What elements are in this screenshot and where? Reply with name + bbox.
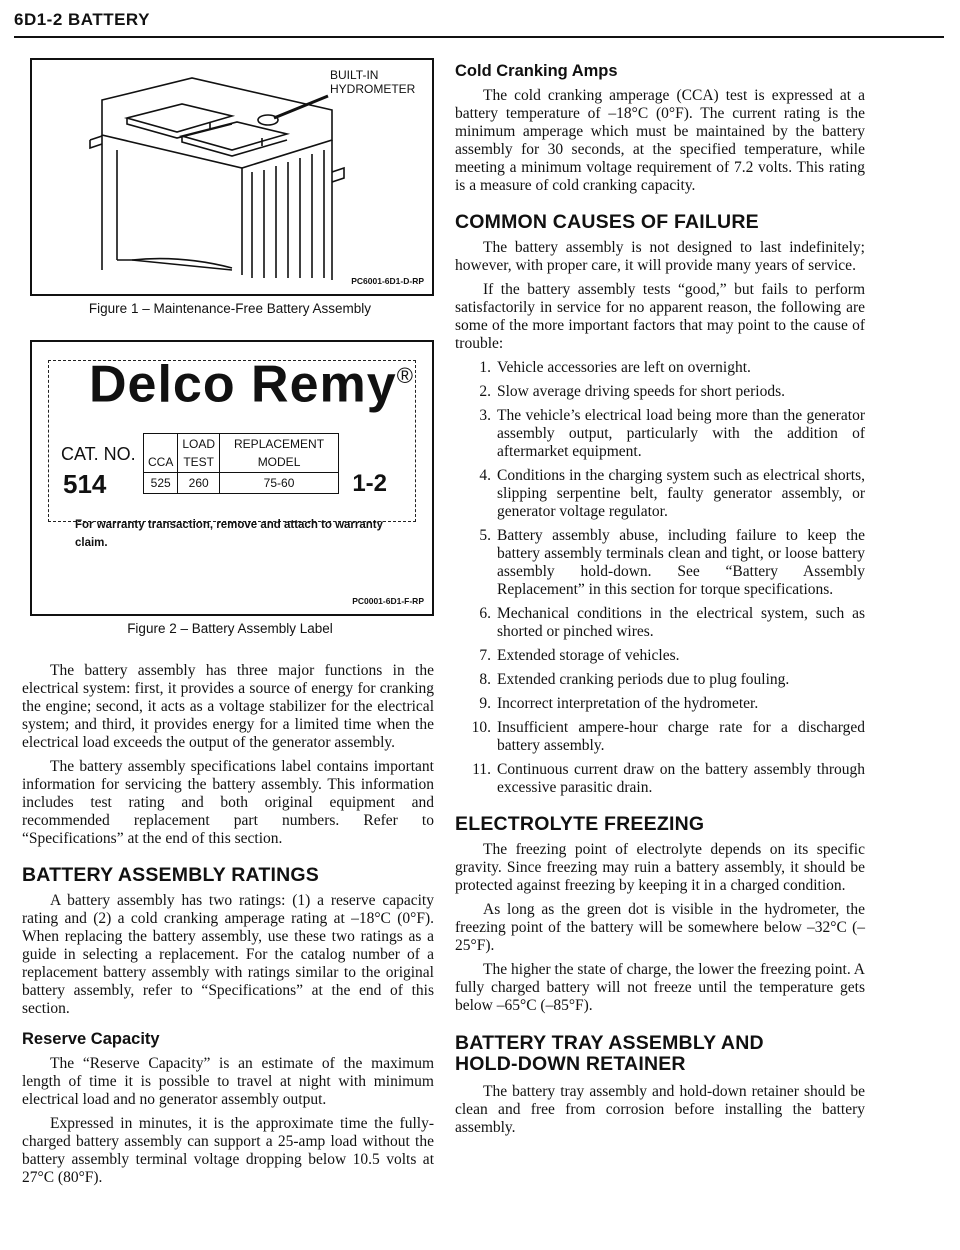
list-number: 11.	[472, 761, 491, 778]
left-column	[22, 58, 434, 1193]
paragraph: The battery tray assembly and hold-down retainer should be clean and free from corrosion before installing the battery assembly.	[455, 1083, 865, 1136]
spec-value-cca: 525	[144, 473, 178, 494]
list-number: 8.	[479, 671, 491, 688]
list-number: 4.	[479, 467, 491, 484]
section-header: 6D1-2 BATTERY	[14, 10, 150, 29]
spec-value-load-test: 260	[178, 473, 220, 494]
catalog-number: 514	[63, 469, 107, 499]
section-heading: BATTERY ASSEMBLY RATINGS	[22, 864, 319, 886]
section-heading: COMMON CAUSES OF FAILURE	[455, 211, 759, 233]
figure-1-code: PC6001-6D1-D-RP	[351, 276, 424, 286]
list-text: Conditions in the charging system such as electrical shorts, slipping serpentine belt, faulty generator assembly, or generator voltage regulator.	[497, 467, 865, 520]
paragraph: Expressed in minutes, it is the approximate time the fully-charged battery assembly can support a 25-amp load without the battery assembly terminal voltage dropping below 10.5 volts at 27°C (80°F).	[22, 1115, 434, 1186]
paragraph: The battery assembly specifications label contains important information for servicing the battery assembly. This information includes test rating and both original equipment and recommended replacement part numbers. Refer to “Specifications” at the end of this section.	[22, 758, 434, 847]
subsection-heading: Reserve Capacity	[22, 1030, 160, 1048]
figure-1-caption: Figure 1 – Maintenance-Free Battery Assembly	[88, 301, 372, 316]
paragraph: A battery assembly has two ratings: (1) a reserve capacity rating and (2) a cold cranking amperage rating at –18°C (0°F). When replacing the battery assembly, use these two ratings as a guide in selecting a replacement. For the catalog number of a replacement battery assembly with ratings similar to the original battery assembly, refer to “Specifications” at the end of this section.	[22, 892, 434, 1017]
list-number: 5.	[479, 527, 491, 544]
list-text: Battery assembly abuse, including failure to keep the battery assembly terminals clean and tight, or loose battery assembly hold-down. See “Battery Assembly Replacement” in this section for torque specifications.	[497, 527, 865, 598]
spec-header-load-test: LOAD TEST	[178, 434, 220, 473]
list-text: Continuous current draw on the battery assembly through excessive parasitic drain.	[497, 761, 865, 796]
list-item	[455, 647, 865, 665]
paragraph: The higher the state of charge, the lower the freezing point. A fully charged battery will not freeze until the temperature gets below –65°C (–85°F).	[455, 961, 865, 1014]
list-text: Extended cranking periods due to plug fouling.	[497, 671, 790, 688]
figure-2	[30, 340, 434, 616]
subsection-heading: Cold Cranking Amps	[455, 62, 618, 80]
figure-2-code: PC0001-6D1-F-RP	[352, 596, 424, 606]
list-text: Slow average driving speeds for short periods.	[497, 383, 785, 400]
list-item	[455, 695, 865, 713]
hydrometer-callout	[330, 68, 415, 96]
figure-1	[30, 58, 434, 296]
section-heading: ELECTROLYTE FREEZING	[455, 813, 705, 835]
spec-table	[143, 433, 339, 494]
list-number: 7.	[479, 647, 491, 664]
list-text: Incorrect interpretation of the hydrometer.	[497, 695, 759, 712]
paragraph: The battery assembly is not designed to last indefinitely; however, with proper care, it will provide many years of service.	[455, 239, 865, 274]
right-column	[455, 58, 865, 1143]
paragraph: As long as the green dot is visible in the hydrometer, the freezing point of the battery will be somewhere below –32°C (–25°F).	[455, 901, 865, 954]
list-item	[455, 407, 865, 461]
list-number: 2.	[479, 383, 491, 400]
list-text: Insufficient ampere-hour charge rate for a discharged battery assembly.	[497, 719, 865, 754]
header-rule	[14, 36, 944, 38]
list-text: Mechanical conditions in the electrical system, such as shorted or pinched wires.	[497, 605, 865, 640]
list-item	[455, 761, 865, 797]
list-number: 1.	[479, 359, 491, 376]
list-item	[455, 527, 865, 599]
catalog-label: CAT. NO.	[61, 444, 136, 464]
paragraph: The freezing point of electrolyte depends on its specific gravity. Since freezing may ruin a battery assembly, it should be protected against freezing by keeping it in a charged condition.	[455, 841, 865, 894]
battery-label-card	[48, 355, 416, 549]
list-number: 3.	[479, 407, 491, 424]
group-size: 1-2	[352, 470, 387, 497]
paragraph: The cold cranking amperage (CCA) test is expressed at a battery temperature of –18°C (0°F). The current rating is the minimum amperage which must be maintained by the battery assembly for 30 seconds, at the specified temperature, while meeting a minimum voltage requirement of 7.2 volts. This rating is a measure of cold cranking capacity.	[455, 87, 865, 194]
registered-mark: ®	[396, 363, 414, 388]
list-number: 10.	[471, 719, 491, 736]
hydrometer-callout-text: BUILT-IN HYDROMETER	[330, 68, 416, 96]
list-item	[455, 719, 865, 755]
spec-header-replacement-model: REPLACEMENT MODEL	[220, 434, 339, 473]
list-text: Extended storage of vehicles.	[497, 647, 680, 664]
list-item	[455, 383, 865, 401]
brand-text: Delco Remy	[89, 355, 397, 414]
brand-logo	[89, 355, 414, 414]
warranty-note: For warranty transaction, remove and attach to warranty claim.	[75, 519, 384, 549]
paragraph: The “Reserve Capacity” is an estimate of the maximum length of time it is possible to travel at night with minimum electrical load and no generator assembly output.	[22, 1055, 434, 1108]
list-number: 6.	[479, 605, 491, 622]
list-item	[455, 671, 865, 689]
list-text: Vehicle accessories are left on overnight.	[497, 359, 751, 376]
list-item	[455, 467, 865, 521]
spec-header-cca: CCA	[144, 434, 178, 473]
spec-value-replacement-model: 75-60	[220, 473, 339, 494]
section-heading: BATTERY TRAY ASSEMBLY AND HOLD-DOWN RETAINER	[455, 1032, 764, 1075]
figure-2-caption: Figure 2 – Battery Assembly Label	[127, 621, 333, 636]
list-number: 9.	[479, 695, 491, 712]
list-item	[455, 605, 865, 641]
paragraph: The battery assembly has three major functions in the electrical system: first, it provides a source of energy for cranking the engine; second, it acts as a voltage stabilizer for the electrical system; and third, it provides energy for a limited time when the electrical load exceeds the output of the generator assembly.	[22, 662, 434, 751]
list-item	[455, 359, 865, 377]
paragraph: If the battery assembly tests “good,” but fails to perform satisfactorily in service for no apparent reason, the following are some of the more important factors that may point to the cause of trouble:	[455, 281, 865, 352]
failure-causes-list	[455, 359, 865, 797]
list-text: The vehicle’s electrical load being more than the generator assembly output, particularly with the addition of aftermarket equipment.	[497, 407, 865, 460]
